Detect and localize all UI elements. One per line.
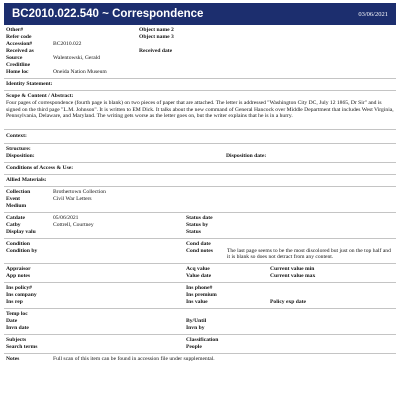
ins-phone-label: Ins phone# bbox=[186, 284, 213, 291]
ins-value-label: Ins value bbox=[186, 298, 208, 305]
notes-value: Full scan of this item can be found in accession file under supplemental. bbox=[53, 355, 215, 362]
medium-label: Medium bbox=[6, 202, 27, 209]
creditline-value bbox=[53, 62, 139, 69]
other-number-value bbox=[53, 27, 139, 34]
invn-by-label: Invn by bbox=[186, 324, 205, 331]
catdate-label: Catdate bbox=[6, 214, 25, 221]
conditions-access-label: Conditions of Access & Use: bbox=[4, 163, 396, 175]
refer-code-label: Refer code bbox=[6, 34, 32, 40]
current-value-min-label: Current value min bbox=[270, 265, 315, 272]
current-value-max-label: Current value max bbox=[270, 272, 316, 279]
structure-section bbox=[4, 144, 396, 163]
condition-by-label: Condition by bbox=[6, 247, 38, 254]
accession-label: Accession# bbox=[6, 41, 33, 47]
status-label: Status bbox=[186, 228, 201, 235]
condition-section bbox=[4, 239, 396, 264]
subjects-section bbox=[4, 335, 396, 354]
condition-value bbox=[53, 241, 186, 248]
record-title: BC2010.022.540 ~ Correspondence bbox=[12, 8, 204, 20]
scope-label: Scope & Content / Abstract: bbox=[6, 93, 74, 99]
catby-label: Catby bbox=[6, 221, 21, 228]
object-name-3-value bbox=[197, 34, 394, 41]
received-date-value bbox=[197, 48, 394, 55]
disposition-label: Disposition: bbox=[6, 152, 35, 159]
people-label: People bbox=[186, 343, 202, 350]
condition-label: Condition bbox=[6, 240, 30, 247]
ins-policy-label: Ins policy# bbox=[6, 284, 32, 291]
notes-section bbox=[4, 354, 396, 365]
search-terms-label: Search terms bbox=[6, 343, 38, 350]
cond-notes-label: Cond notes bbox=[186, 247, 213, 254]
policy-exp-date-label: Policy exp date bbox=[270, 298, 307, 305]
disposition-date-label: Disposition date: bbox=[226, 152, 267, 159]
appraisor-label: Appraisor bbox=[6, 265, 31, 272]
insurance-section bbox=[4, 283, 396, 309]
by-until-label: By/Until bbox=[186, 317, 207, 324]
temp-loc-label: Temp loc bbox=[6, 310, 28, 317]
status-value bbox=[244, 229, 394, 236]
scope-section bbox=[4, 91, 396, 130]
medium-value bbox=[53, 203, 139, 210]
context-label: Context: bbox=[4, 130, 396, 144]
event-label: Event bbox=[6, 195, 20, 202]
object-name-2-label: Object name 2 bbox=[139, 27, 174, 33]
record-header bbox=[4, 3, 396, 25]
cond-notes-value: The last page seems to be the most discolored but just on the top half and it is blank so does not detract from any content. bbox=[227, 247, 391, 261]
display-value-label: Display valu bbox=[6, 228, 36, 235]
identity-statement-label: Identity Statement: bbox=[4, 79, 396, 91]
accession-value: BC2010.022 bbox=[53, 41, 82, 47]
acq-value-label: Acq value bbox=[186, 265, 210, 272]
status-by-label: Status by bbox=[186, 221, 209, 228]
collection-value: Brothertown Collection bbox=[53, 188, 106, 195]
other-number-label: Other# bbox=[6, 27, 24, 33]
home-loc-label: Home loc bbox=[6, 69, 29, 75]
classification-label: Classification bbox=[186, 336, 219, 343]
record-content bbox=[4, 25, 396, 365]
date-label: Date bbox=[6, 317, 18, 324]
catalog-section bbox=[4, 213, 396, 239]
value-date-label: Value date bbox=[186, 272, 212, 279]
ins-company-label: Ins company bbox=[6, 291, 37, 298]
status-by-value bbox=[244, 222, 394, 229]
invn-date-label: Invn date bbox=[6, 324, 29, 331]
object-name-2-value bbox=[197, 27, 394, 34]
event-value: Civil War Letters bbox=[53, 195, 92, 202]
ins-rep-label: Ins rep bbox=[6, 298, 23, 305]
structure-label: Structure: bbox=[6, 145, 31, 152]
status-date-value bbox=[244, 215, 394, 222]
source-value: Walentowski, Gerald bbox=[53, 55, 101, 61]
status-date-label: Status date bbox=[186, 214, 213, 221]
record-date: 03/06/2021 bbox=[358, 10, 388, 18]
cond-date-value bbox=[227, 241, 394, 248]
appraisal-section bbox=[4, 264, 396, 283]
ins-premium-label: Ins premium bbox=[186, 291, 217, 298]
condition-by-value bbox=[53, 248, 186, 261]
creditline-label: Creditline bbox=[6, 62, 31, 68]
home-loc-value: Oneida Nation Museum bbox=[53, 69, 107, 75]
identification-section bbox=[4, 25, 396, 79]
notes-label: Notes bbox=[6, 355, 20, 362]
allied-materials-label: Allied Materials: bbox=[4, 175, 396, 187]
subjects-label: Subjects bbox=[6, 336, 27, 343]
object-name-3-label: Object name 3 bbox=[139, 34, 174, 40]
collection-section bbox=[4, 187, 396, 213]
catdate-value: 05/06/2021 bbox=[53, 214, 79, 221]
catby-value: Cottrell, Courtney bbox=[53, 221, 94, 228]
collection-label: Collection bbox=[6, 188, 31, 195]
scope-text: Four pages of correspondence (fourth page is blank) on two pieces of paper that are attached. The letter is addressed "Washington City DC, July 12 1865, Dr Sir" and is signed on the third page "L.M. Johnson". It is written to EM Dick. It talks about the new command of General Hancock over Middle Department that includes West Virginia, Pennsylvania, Delaware, and Maryland. The writing gets worse as the letter goes on, but the writer explains that he is in a hurry. bbox=[6, 100, 394, 120]
cond-date-label: Cond date bbox=[186, 240, 211, 247]
received-as-value bbox=[53, 48, 139, 55]
app-notes-label: App notes bbox=[6, 272, 31, 279]
received-as-label: Received as bbox=[6, 48, 34, 54]
refer-code-value bbox=[53, 34, 139, 41]
received-date-label: Received date bbox=[139, 48, 173, 54]
source-label: Source bbox=[6, 55, 23, 61]
location-section bbox=[4, 309, 396, 335]
